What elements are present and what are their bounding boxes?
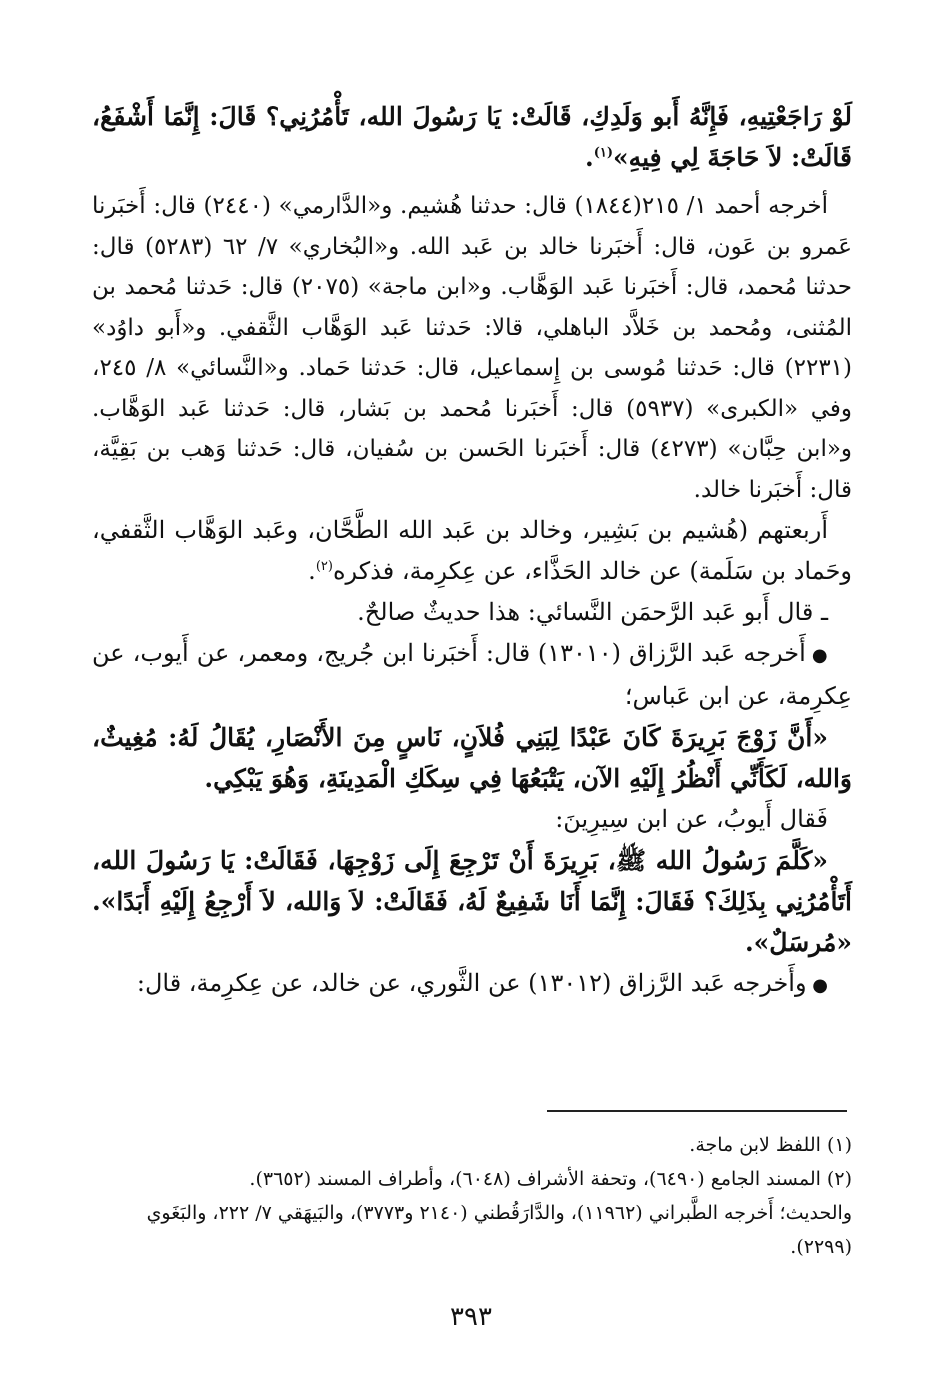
page-number: ٣٩٣ xyxy=(450,1302,492,1332)
hadith-barira-2: «كَلَّمَ رَسُولُ الله ﷺ، بَرِيرَةَ أَنْ تَرْجِعَ إِلَى زَوْجِهَا، فَقَالَتْ: يَا رَسُولَ الله، أَتَأْمُرُنِي بِذَلِكَ؟ فَقَالَ: إِنَّمَا أَنَا شَفِيعٌ لَهُ، فَقَالَتْ: لاَ وَالله، لاَ أَرْجِعُ إِلَيْهِ أَبَدًا». «مُرسَلٌ». xyxy=(92,846,852,957)
narrators-paragraph xyxy=(92,510,852,592)
abdrazzaq-takhrij-2: ● وأَخرجه عَبد الرَّزاق (١٣٠١٢) عن الثَّوري، عن خالد، عن عِكرِمة، قال: xyxy=(92,963,852,1006)
narrators-end: . xyxy=(308,557,316,585)
footnote-divider xyxy=(547,1110,847,1112)
footnote-ref-2: (٢) xyxy=(315,559,333,574)
hadith-text: لَوْ رَاجَعْتِيهِ، فَإِنَّهُ أَبو وَلَدِكِ، قَالَتْ: يَا رَسُولَ الله، تَأْمُرُنِي؟ قَالَ: إِنَّمَا أَشْفَعُ، قَالَتْ: لاَ حَاجَةَ لِي فِيهِ» xyxy=(92,102,852,172)
footnote-3: والحديث؛ أَخرجه الطَّبراني (١١٩٦٢)، والدَّارَقُطني (٢١٤٠ و٣٧٧٣)، والبَيهَقي ٧/ ٢٢٢، والبَغَوي (٢٢٩٩). xyxy=(146,1202,852,1258)
ayyub-line: فَقال أَيوبُ، عن ابن سِيرِينَ: xyxy=(555,805,828,833)
hadith-end: . xyxy=(585,143,594,172)
abdrazzaq-takhrij-1: ● أَخرجه عَبد الرَّزاق (١٣٠١٠) قال: أَخبَرنا ابن جُريج، ومعمر، عن أَيوب، عن عِكرِمة، عن ابن عَباس؛ xyxy=(92,633,852,717)
hadith-barira-1: «أَنَّ زَوْجَ بَرِيرَةَ كَانَ عَبْدًا لِبَنِي فُلاَنٍ، نَاسٍ مِنَ الأَنْصَارِ، يُقَالُ لَهُ: مُغِيثٌ، وَالله، لَكَأَنِّي أَنْظُرُ إِلَيْهِ الآن، يَتْبَعُهَا فِي سِكَكِ الْمَدِينَةِ، وَهُوَ يَبْكِي. xyxy=(92,723,852,793)
takhrij-paragraph: أخرجه أحمد ١/ ٢١٥(١٨٤٤) قال: حدثنا هُشيم. و«الدَّارمي» (٢٤٤٠) قال: أَخبَرنا عَمرو بن عَون، قال: أَخبَرنا خالد بن عَبد الله. و«البُخاري» ٧/ ٦٢ (٥٢٨٣) قال: حدثنا مُحمد، قال: أَخبَرنا عَبد الوَهَّاب. و«ابن ماجة» (٢٠٧٥) قال: حَدثنا مُحمد بن المُثنى، ومُحمد بن خَلاَّد الباهلي، قالا: حَدثنا عَبد الوَهَّاب الثَّقفي. و«أَبو داوُد» (٢٢٣١) قال: حَدثنا مُوسى بن إِسماعيل، قال: حَدثنا حَماد. و«النَّسائي» ٨/ ٢٤٥، وفي «الكبرى» (٥٩٣٧) قال: أَخبَرنا مُحمد بن بَشار، قال: حَدثنا عَبد الوَهَّاب. و«ابن حِبَّان» (٤٢٧٣) قال: أَخبَرنا الحَسن بن سُفيان، قال: حَدثنا وَهب بن بَقِيَّة، قال: أَخبَرنا خالد. xyxy=(92,193,853,503)
hadith-continuation xyxy=(92,96,852,178)
narrators-text: أَربعتهم (هُشيم بن بَشِير، وخالد بن عَبد الله الطَّحَّان، وعَبد الوَهَّاب الثَّقفي، وحَماد بن سَلَمة) عن خالد الحَذَّاء، عن عِكرِمة، فذكره xyxy=(92,516,852,585)
main-text xyxy=(92,96,852,1006)
footnote-2: (٢) المسند الجامع (٦٤٩٠)، وتحفة الأشراف (٦٠٤٨)، وأطراف المسند (٣٦٥٢). xyxy=(249,1168,852,1190)
footnotes xyxy=(92,1128,852,1264)
footnote-1: (١) اللفظ لابن ماجة. xyxy=(689,1134,852,1156)
footnote-ref-1: (١) xyxy=(593,145,614,161)
nasai-note: ـ قال أَبو عَبد الرَّحمَن النَّسائي: هذا حديثٌ صالحٌ. xyxy=(357,598,828,626)
